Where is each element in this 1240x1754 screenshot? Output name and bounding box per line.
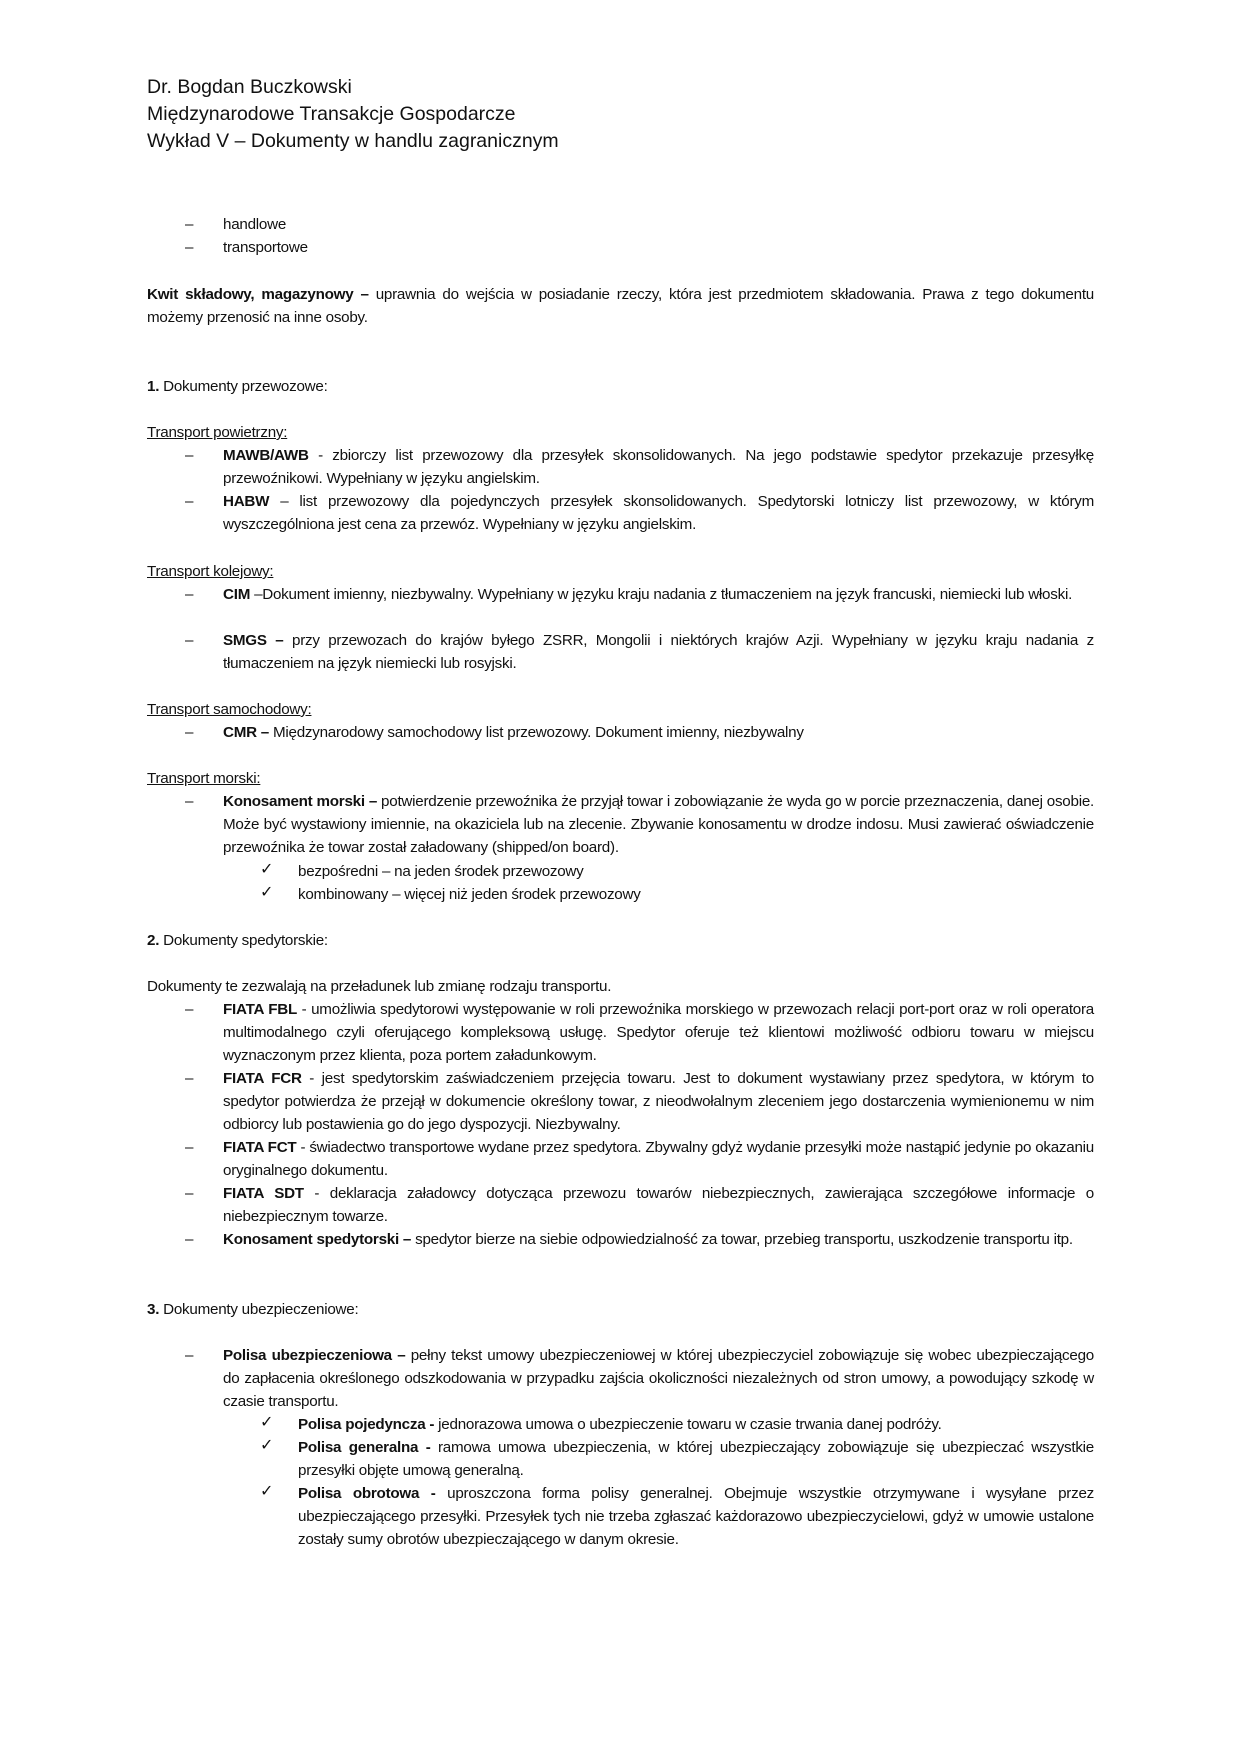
air-transport-heading: Transport powietrzny: (147, 424, 288, 441)
dash-bullet-icon: – (185, 1231, 194, 1248)
rail-item: – CIM –Dokument imienny, niezbywalny. Wypełniany w języku kraju nadania z tłumaczeniem na język francuski, niemiecki lub włoski. (147, 583, 1094, 606)
checkmark-icon: ✓ (260, 861, 274, 878)
dash-bullet-icon: – (185, 1139, 194, 1156)
sea-transport-heading: Transport morski: (147, 770, 261, 787)
insurance-check-item: ✓ Polisa generalna - ramowa umowa ubezpieczenia, w której ubezpieczający zobowiązuje się ubezpieczać wszystkie przesyłki objęte umową generalną. (147, 1436, 1094, 1482)
rail-transport-heading: Transport kolejowy: (147, 563, 274, 580)
air-item: – HABW – list przewozowy dla pojedynczych przesyłek skonsolidowanych. Spedytorski lotniczy list przewozowy, w którym wyszczególniona jest cena za przewóz. Wypełniany w języku angielskim. (147, 490, 1094, 536)
checkmark-icon: ✓ (260, 1414, 274, 1431)
intro-list-item: – transportowe (147, 236, 1094, 259)
kwit-paragraph: Kwit składowy, magazynowy – uprawnia do wejścia w posiadanie rzeczy, która jest przedmiotem składowania. Prawa z tego dokumentu możemy przenosić na inne osoby. (147, 286, 1094, 327)
lecture-title: Wykład V – Dokumenty w handlu zagranicznym (147, 130, 559, 152)
kwit-term: Kwit składowy, magazynowy – (147, 286, 369, 303)
section-2-heading: 2. Dokumenty spedytorskie: (147, 932, 328, 949)
sea-item: – Konosament morski – potwierdzenie przewoźnika że przyjął towar i zobowiązanie że wyda go w porcie przeznaczenia, danej osobie. Może być wystawiony imiennie, na okaziciela lub na zlecenie. Zbywanie konosamentu w drodze indosu. Musi zawierać oświadczenie przewoźnika że towar został załadowany (shipped/on board). (147, 790, 1094, 860)
document-header (147, 74, 559, 155)
section-1-heading: 1. Dokumenty przewozowe: (147, 378, 328, 395)
insurance-check-item: ✓ Polisa pojedyncza - jednorazowa umowa o ubezpieczenie towaru w czasie trwania danej podróży. (147, 1413, 1094, 1436)
road-transport-heading: Transport samochodowy: (147, 701, 312, 718)
dash-bullet-icon: – (185, 632, 194, 649)
dash-bullet-icon: – (185, 493, 194, 510)
dash-bullet-icon: – (185, 586, 194, 603)
dash-bullet-icon: – (185, 239, 194, 256)
checkmark-icon: ✓ (260, 1483, 274, 1500)
course-title: Międzynarodowe Transakcje Gospodarcze (147, 103, 516, 125)
author-name: Dr. Bogdan Buczkowski (147, 76, 352, 98)
dash-bullet-icon: – (185, 447, 194, 464)
checkmark-icon: ✓ (260, 1437, 274, 1454)
dash-bullet-icon: – (185, 1185, 194, 1202)
rail-item: – SMGS – przy przewozach do krajów byłego ZSRR, Mongolii i niektórych krajów Azji. Wypełniany w języku kraju nadania z tłumaczeniem na język niemiecki lub rosyjski. (147, 629, 1094, 675)
insurance-item: – Polisa ubezpieczeniowa – pełny tekst umowy ubezpieczeniowej w której ubezpieczyciel zobowiązuje się wobec ubezpieczającego do zapłacenia określonego odszkodowania w przypadku zajścia okoliczności niezależnych od stron umowy, a powodujący szkodę w czasie transportu. (147, 1344, 1094, 1414)
forwarding-item: – FIATA FCR - jest spedytorskim zaświadczeniem przejęcia towaru. Jest to dokument wystawiany przez spedytora, w którym to spedytor potwierdza że przejął w dokumencie określony towar, z nieodwołalnym zleceniem jego dostarczenia wymienionemu w nim odbiorcy lub postawienia go do jego dyspozycji. Niezbywalny. (147, 1067, 1094, 1137)
section-2-intro: Dokumenty te zezwalają na przeładunek lub zmianę rodzaju transportu. (147, 978, 612, 995)
sea-check-item: ✓ kombinowany – więcej niż jeden środek przewozowy (147, 883, 1094, 906)
sea-check-item: ✓ bezpośredni – na jeden środek przewozowy (147, 860, 1094, 883)
air-item: – MAWB/AWB - zbiorczy list przewozowy dla przesyłek skonsolidowanych. Na jego podstawie spedytor przekazuje przesyłkę przewoźnikowi. Wypełniany w języku angielskim. (147, 444, 1094, 490)
forwarding-item: – FIATA FCT - świadectwo transportowe wydane przez spedytora. Zbywalny gdyż wydanie przesyłki może nastąpić jedynie po okazaniu oryginalnego dokumentu. (147, 1136, 1094, 1182)
intro-list-item: – handlowe (147, 213, 1094, 236)
road-item: – CMR – Międzynarodowy samochodowy list przewozowy. Dokument imienny, niezbywalny (147, 721, 1094, 744)
insurance-check-item: ✓ Polisa obrotowa - uproszczona forma polisy generalnej. Obejmuje wszystkie otrzymywane i wysyłane przez ubezpieczającego przesyłki. Przesyłek tych nie trzeba zgłaszać każdorazowo ubezpieczycielowi, gdyż w umowie ustalone zostały sumy obrotów ubezpieczającego w danym okresie. (147, 1482, 1094, 1552)
section-3-heading: 3. Dokumenty ubezpieczeniowe: (147, 1301, 359, 1318)
dash-bullet-icon: – (185, 216, 194, 233)
forwarding-item: – Konosament spedytorski – spedytor bierze na siebie odpowiedzialność za towar, przebieg transportu, uszkodzenie transportu itp. (147, 1228, 1094, 1251)
dash-bullet-icon: – (185, 1001, 194, 1018)
dash-bullet-icon: – (185, 793, 194, 810)
forwarding-item: – FIATA SDT - deklaracja załadowcy dotycząca przewozu towarów niebezpiecznych, zawierająca szczegółowe informacje o niebezpiecznym towarze. (147, 1182, 1094, 1228)
dash-bullet-icon: – (185, 1347, 194, 1364)
dash-bullet-icon: – (185, 724, 194, 741)
dash-bullet-icon: – (185, 1070, 194, 1087)
checkmark-icon: ✓ (260, 884, 274, 901)
forwarding-item: – FIATA FBL - umożliwia spedytorowi występowanie w roli przewoźnika morskiego w przewozach relacji port-port oraz w roli operatora multimodalnego czyli oferującego kompleksową usługę. Spedytor oferuje też klientowi możliwość odbioru towaru w miejscu wyznaczonym przez klienta, poza portem załadunkowym. (147, 998, 1094, 1068)
